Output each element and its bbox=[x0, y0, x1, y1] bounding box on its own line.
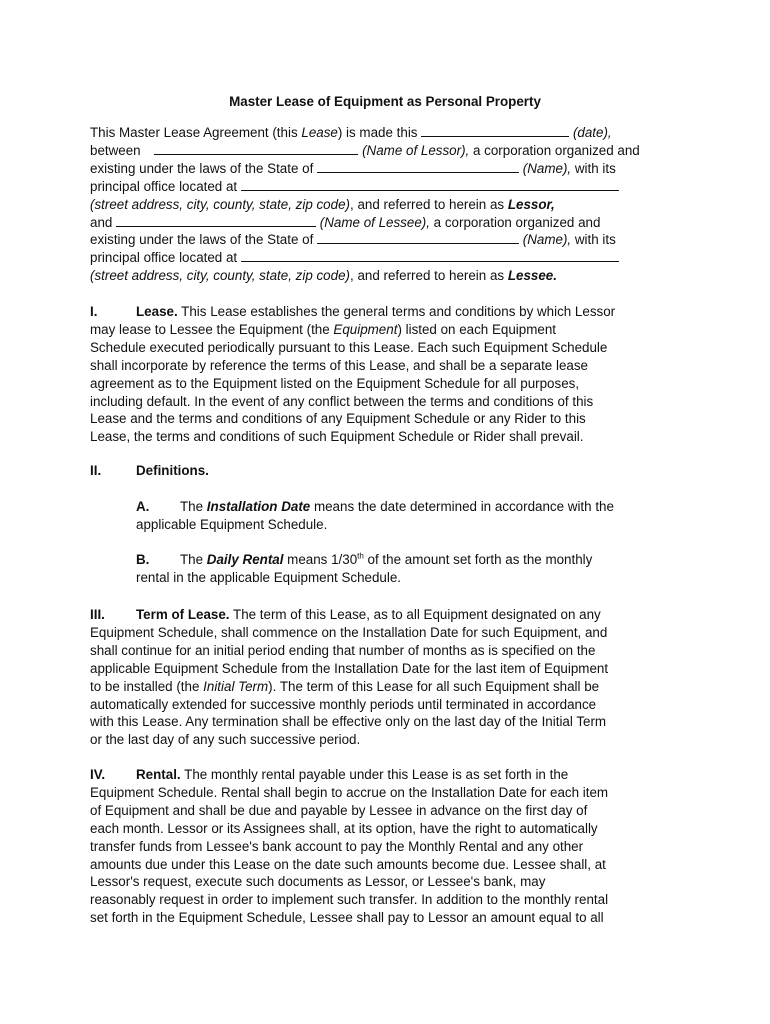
definition-b: B. The Daily Rental means 1/30th of the amount set forth as the monthly rental in the applicable Equipment Schedule. bbox=[136, 551, 593, 585]
section-definitions: II. Definitions. bbox=[90, 463, 209, 478]
lessor-state-blank[interactable] bbox=[317, 160, 519, 173]
intro-paragraph: This Master Lease Agreement (this Lease) is made this (date), between (Name of Lessor), a corporation organized and existing under the laws of the State of (Name), with its principal office located at (street address, city, county, state, zip code), and referred to herein as Lessor, and (Name of Lessee), a corporation organized and existing under the laws of the State of (Name), with its principal office located at (street address, city, county, state, zip code), and referred to herein as Lessee. bbox=[90, 125, 640, 284]
lessee-state-blank[interactable] bbox=[317, 231, 519, 244]
section-term-of-lease: III. Term of Lease. The term of this Lease, as to all Equipment designated on any Equipment Schedule, shall commence on the Installation Date for such Equipment, and shall continue for an initial period ending that number of months as is specified on the applicable Equipment Schedule from the Installation Date for the last item of Equipment to be installed (the Initial Term). The term of this Lease for all such Equipment shall be automatically extended for successive monthly periods until terminated in accordance with this Lease. Any termination shall be effective only on the last day of the Initial Term or the last day of any such successive period. bbox=[90, 607, 609, 748]
lessee-address-blank[interactable] bbox=[241, 249, 619, 262]
lessor-name-blank[interactable] bbox=[154, 142, 358, 155]
lessor-address-blank[interactable] bbox=[241, 178, 619, 191]
section-lease: I. Lease. This Lease establishes the general terms and conditions by which Lessor may lease to Lessee the Equipment (the Equipment) listed on each Equipment Schedule executed periodically pursuant to this Lease. Each such Equipment Schedule shall incorporate by reference the terms of this Lease, and shall be a separate lease agreement as to the Equipment listed on the Equipment Schedule for all purposes, including default. In the event of any conflict between the terms and conditions of this Lease and the terms and conditions of any Equipment Schedule or any Rider to this Lease, the terms and conditions of such Equipment Schedule or Rider shall prevail. bbox=[90, 304, 616, 445]
date-blank[interactable] bbox=[421, 124, 569, 137]
lessee-name-blank[interactable] bbox=[116, 214, 316, 227]
definition-a: A. The Installation Date means the date determined in accordance with the applicable Equipment Schedule. bbox=[136, 499, 614, 532]
section-rental: IV. Rental. The monthly rental payable under this Lease is as set forth in the Equipment Schedule. Rental shall begin to accrue on the Installation Date for each item of Equipment and shall be due and payable by Lessee in advance on the first day of each month. Lessor or its Assignees shall, at its option, have the right to automatically transfer funds from Lessee's bank account to pay the Monthly Rental and any other amounts due under this Lease on the date such amounts become due. Lessee shall, at Lessor's request, execute such documents as Lessor, or Lessee's bank, may reasonably request in order to implement such transfer. In addition to the monthly rental set forth in the Equipment Schedule, Lessee shall pay to Lessor an amount equal to all bbox=[90, 767, 609, 926]
document-title: Master Lease of Equipment as Personal Property bbox=[229, 94, 541, 109]
